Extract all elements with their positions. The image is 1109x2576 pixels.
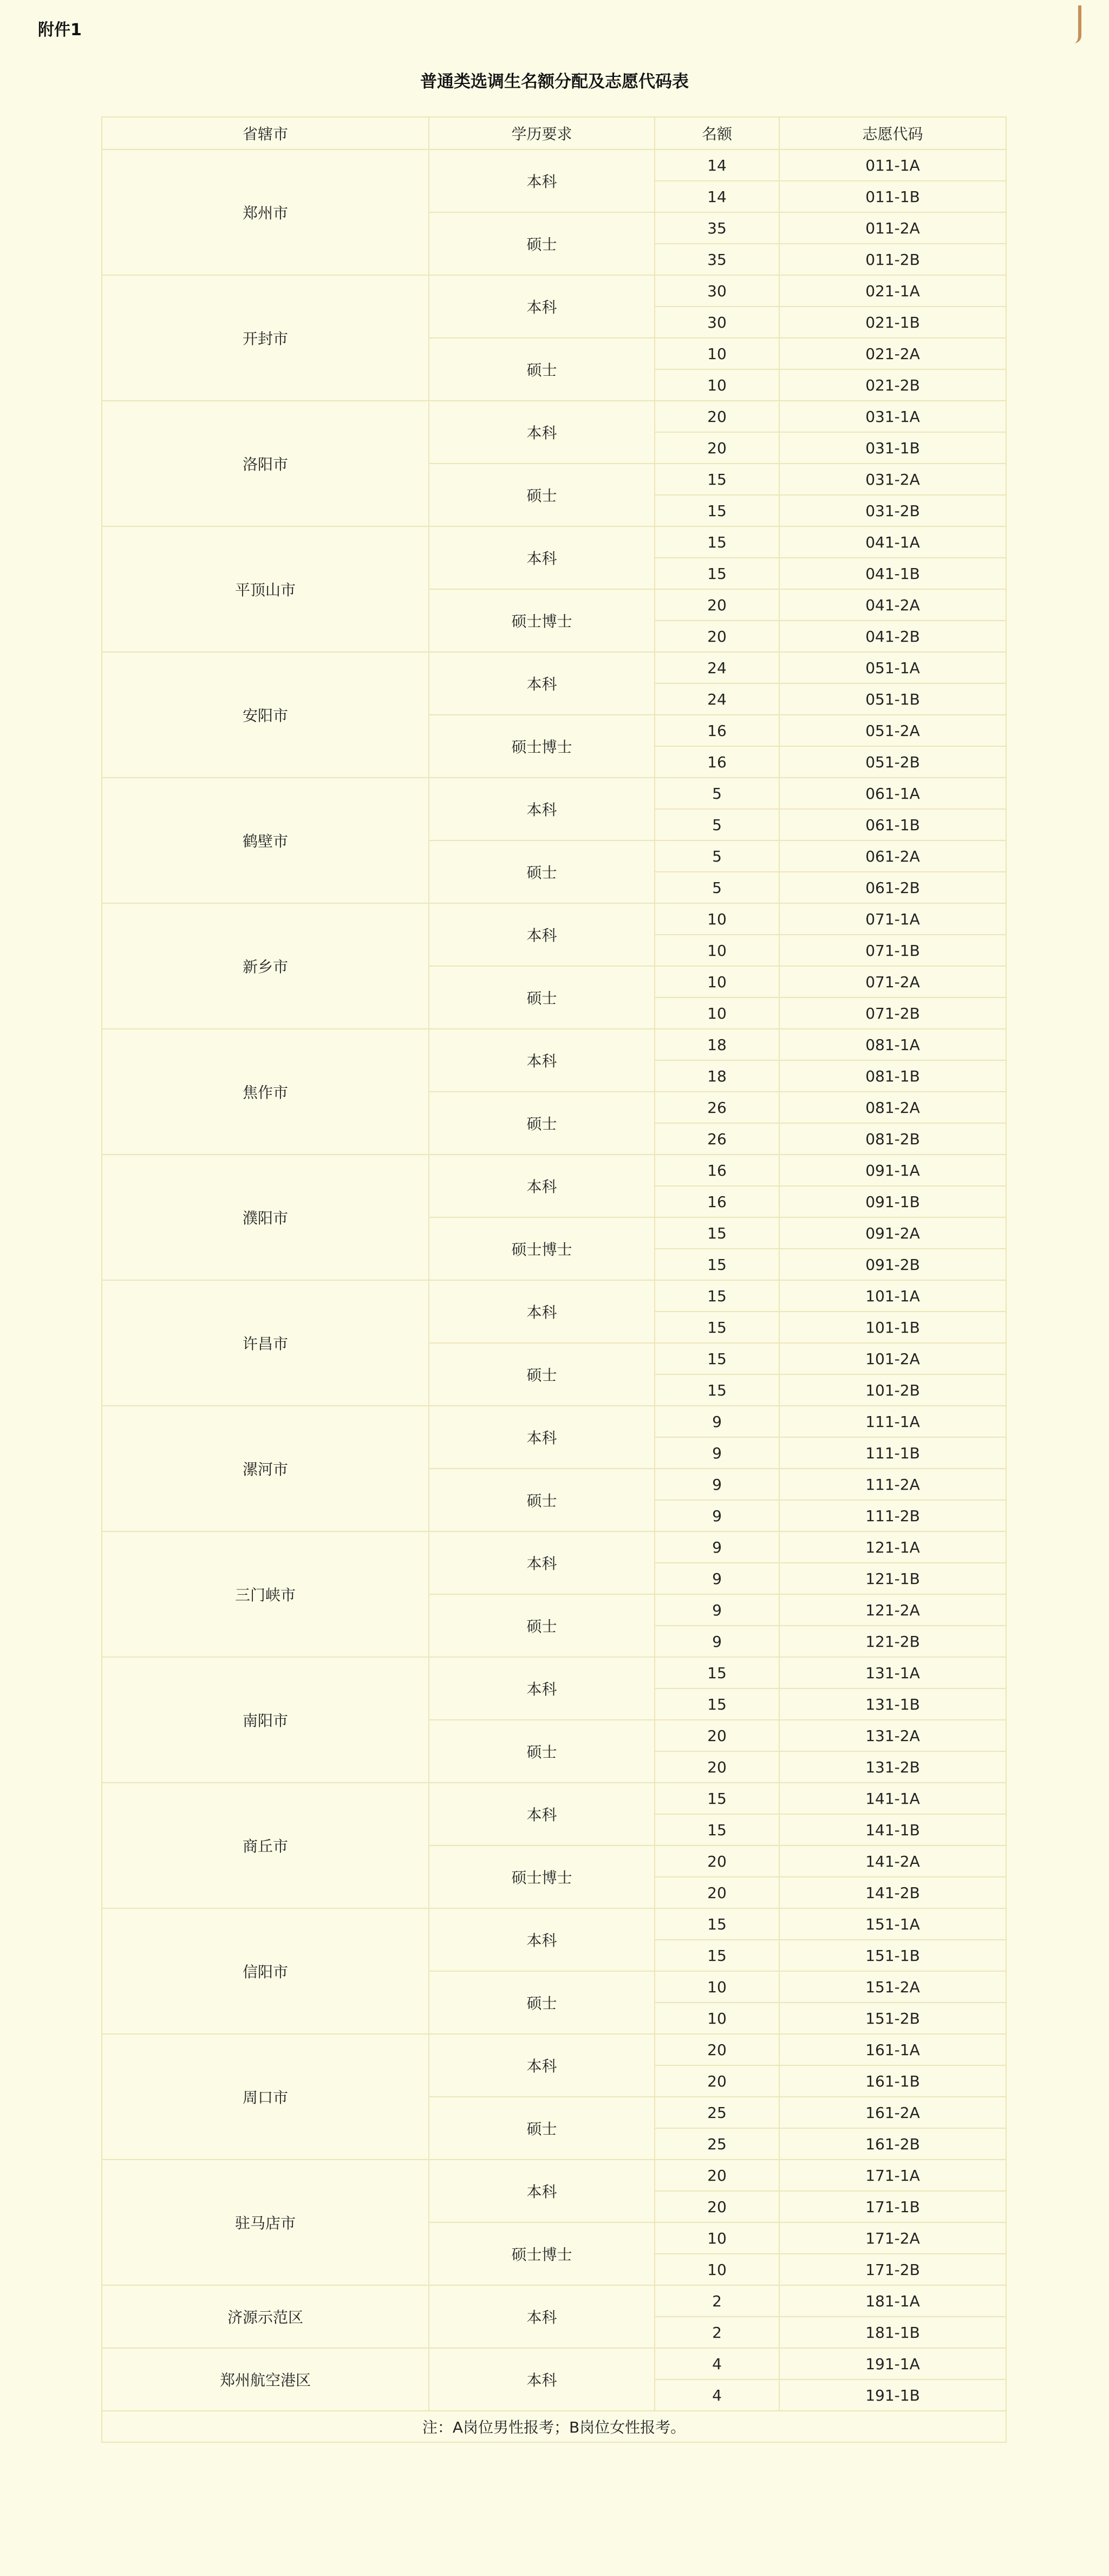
- quota-cell: 20: [655, 401, 779, 432]
- quota-cell: 14: [655, 181, 779, 212]
- city-cell: 平顶山市: [102, 526, 429, 652]
- table-header-row: [102, 117, 1006, 149]
- pen-mark: [1069, 5, 1081, 43]
- quota-cell: 26: [655, 1123, 779, 1155]
- city-cell: 信阳市: [102, 1908, 429, 2034]
- city-cell: 周口市: [102, 2034, 429, 2160]
- code-cell: 171-2A: [779, 2222, 1006, 2254]
- quota-cell: 16: [655, 1186, 779, 1217]
- quota-cell: 10: [655, 2003, 779, 2034]
- code-cell: 131-1A: [779, 1657, 1006, 1688]
- education-cell: 本科: [429, 1406, 655, 1469]
- table-row: [102, 1783, 1006, 1814]
- quota-cell: 15: [655, 1343, 779, 1374]
- table-row: [102, 149, 1006, 181]
- code-cell: 051-2A: [779, 715, 1006, 746]
- code-cell: 041-2B: [779, 621, 1006, 652]
- education-cell: 本科: [429, 1908, 655, 1971]
- quota-cell: 10: [655, 966, 779, 997]
- education-cell: 本科: [429, 2348, 655, 2411]
- quota-cell: 9: [655, 1406, 779, 1437]
- city-cell: 焦作市: [102, 1029, 429, 1155]
- code-cell: 031-1B: [779, 432, 1006, 464]
- code-cell: 121-1A: [779, 1531, 1006, 1563]
- quota-cell: 5: [655, 778, 779, 809]
- city-cell: 驻马店市: [102, 2160, 429, 2285]
- quota-cell: 15: [655, 1783, 779, 1814]
- quota-cell: 20: [655, 621, 779, 652]
- quota-cell: 10: [655, 338, 779, 369]
- quota-cell: 2: [655, 2317, 779, 2348]
- city-cell: 新乡市: [102, 903, 429, 1029]
- quota-cell: 15: [655, 1940, 779, 1971]
- quota-cell: 15: [655, 1312, 779, 1343]
- quota-cell: 5: [655, 872, 779, 903]
- table-row: [102, 526, 1006, 558]
- table-row: [102, 1908, 1006, 1940]
- code-cell: 011-2B: [779, 244, 1006, 275]
- table-body: [102, 149, 1006, 2411]
- quota-cell: 15: [655, 1814, 779, 1845]
- quota-cell: 4: [655, 2348, 779, 2379]
- quota-cell: 20: [655, 2191, 779, 2222]
- education-cell: 本科: [429, 275, 655, 338]
- quota-cell: 16: [655, 1155, 779, 1186]
- city-cell: 许昌市: [102, 1280, 429, 1406]
- education-cell: 本科: [429, 1280, 655, 1343]
- table-row: [102, 1029, 1006, 1060]
- table-row: [102, 2034, 1006, 2065]
- code-cell: 121-2A: [779, 1594, 1006, 1626]
- code-cell: 171-1A: [779, 2160, 1006, 2191]
- table-row: [102, 1657, 1006, 1688]
- code-cell: 111-1A: [779, 1406, 1006, 1437]
- code-cell: 091-1B: [779, 1186, 1006, 1217]
- quota-cell: 15: [655, 526, 779, 558]
- education-cell: 本科: [429, 1155, 655, 1217]
- education-cell: 硕士: [429, 2097, 655, 2160]
- code-cell: 101-1B: [779, 1312, 1006, 1343]
- quota-cell: 15: [655, 1217, 779, 1249]
- quota-cell: 9: [655, 1626, 779, 1657]
- quota-cell: 9: [655, 1469, 779, 1500]
- code-cell: 061-1A: [779, 778, 1006, 809]
- education-cell: 硕士: [429, 1720, 655, 1783]
- table-row: [102, 2285, 1006, 2317]
- city-cell: 濮阳市: [102, 1155, 429, 1280]
- city-cell: 安阳市: [102, 652, 429, 778]
- code-cell: 091-2B: [779, 1249, 1006, 1280]
- code-cell: 021-1A: [779, 275, 1006, 306]
- quota-cell: 16: [655, 746, 779, 778]
- quota-cell: 15: [655, 558, 779, 589]
- quota-cell: 10: [655, 935, 779, 966]
- city-cell: 鹤壁市: [102, 778, 429, 903]
- attachment-label: 附件1: [38, 21, 82, 40]
- education-cell: 本科: [429, 652, 655, 715]
- code-cell: 141-1A: [779, 1783, 1006, 1814]
- code-cell: 061-2B: [779, 872, 1006, 903]
- quota-cell: 9: [655, 1531, 779, 1563]
- table-row: [102, 903, 1006, 935]
- quota-cell: 10: [655, 2254, 779, 2285]
- code-cell: 071-2A: [779, 966, 1006, 997]
- city-cell: 洛阳市: [102, 401, 429, 526]
- education-cell: 硕士: [429, 1971, 655, 2034]
- quota-cell: 9: [655, 1594, 779, 1626]
- code-cell: 131-2A: [779, 1720, 1006, 1751]
- quota-cell: 10: [655, 997, 779, 1029]
- code-cell: 051-2B: [779, 746, 1006, 778]
- table-row: [102, 275, 1006, 306]
- education-cell: 本科: [429, 1531, 655, 1594]
- code-cell: 191-1A: [779, 2348, 1006, 2379]
- education-cell: 本科: [429, 526, 655, 589]
- code-cell: 111-2B: [779, 1500, 1006, 1531]
- education-cell: 硕士: [429, 464, 655, 526]
- city-cell: 开封市: [102, 275, 429, 401]
- code-cell: 071-1A: [779, 903, 1006, 935]
- quota-cell: 15: [655, 1374, 779, 1406]
- quota-cell: 30: [655, 275, 779, 306]
- note-row: [102, 2411, 1006, 2442]
- code-cell: 151-1A: [779, 1908, 1006, 1940]
- header-education: 学历要求: [429, 117, 655, 149]
- city-cell: 南阳市: [102, 1657, 429, 1783]
- table-row: [102, 2348, 1006, 2379]
- table-row: [102, 2160, 1006, 2191]
- quota-cell: 25: [655, 2128, 779, 2160]
- code-cell: 171-2B: [779, 2254, 1006, 2285]
- code-cell: 191-1B: [779, 2379, 1006, 2411]
- quota-cell: 15: [655, 1688, 779, 1720]
- code-cell: 011-1A: [779, 149, 1006, 181]
- code-cell: 161-1B: [779, 2065, 1006, 2097]
- quota-cell: 18: [655, 1029, 779, 1060]
- city-cell: 郑州市: [102, 149, 429, 275]
- code-cell: 101-2B: [779, 1374, 1006, 1406]
- education-cell: 本科: [429, 2160, 655, 2222]
- header-quota: 名额: [655, 117, 779, 149]
- code-cell: 041-2A: [779, 589, 1006, 621]
- code-cell: 081-2B: [779, 1123, 1006, 1155]
- city-cell: 漯河市: [102, 1406, 429, 1531]
- code-cell: 171-1B: [779, 2191, 1006, 2222]
- quota-cell: 16: [655, 715, 779, 746]
- code-cell: 161-1A: [779, 2034, 1006, 2065]
- code-cell: 061-2A: [779, 840, 1006, 872]
- quota-cell: 15: [655, 1657, 779, 1688]
- code-cell: 011-1B: [779, 181, 1006, 212]
- education-cell: 硕士博士: [429, 589, 655, 652]
- quota-cell: 10: [655, 903, 779, 935]
- quota-cell: 25: [655, 2097, 779, 2128]
- code-cell: 071-2B: [779, 997, 1006, 1029]
- code-cell: 091-1A: [779, 1155, 1006, 1186]
- education-cell: 硕士: [429, 966, 655, 1029]
- education-cell: 硕士博士: [429, 715, 655, 778]
- quota-cell: 20: [655, 1877, 779, 1908]
- quota-cell: 20: [655, 2160, 779, 2191]
- quota-table: [101, 116, 1007, 2443]
- code-cell: 031-1A: [779, 401, 1006, 432]
- header-code: 志愿代码: [779, 117, 1006, 149]
- code-cell: 061-1B: [779, 809, 1006, 840]
- quota-cell: 4: [655, 2379, 779, 2411]
- code-cell: 051-1A: [779, 652, 1006, 683]
- quota-cell: 9: [655, 1437, 779, 1469]
- education-cell: 本科: [429, 149, 655, 212]
- quota-cell: 20: [655, 2065, 779, 2097]
- education-cell: 硕士: [429, 1594, 655, 1657]
- table-row: [102, 1280, 1006, 1312]
- education-cell: 硕士: [429, 1092, 655, 1155]
- quota-cell: 9: [655, 1500, 779, 1531]
- document-title: 普通类选调生名额分配及志愿代码表: [420, 72, 689, 92]
- code-cell: 011-2A: [779, 212, 1006, 244]
- quota-cell: 35: [655, 212, 779, 244]
- code-cell: 021-2A: [779, 338, 1006, 369]
- quota-cell: 26: [655, 1092, 779, 1123]
- education-cell: 本科: [429, 401, 655, 464]
- quota-cell: 10: [655, 1971, 779, 2003]
- table-row: [102, 652, 1006, 683]
- quota-cell: 10: [655, 369, 779, 401]
- education-cell: 硕士博士: [429, 1845, 655, 1908]
- code-cell: 131-2B: [779, 1751, 1006, 1783]
- table-row: [102, 1531, 1006, 1563]
- quota-cell: 15: [655, 1249, 779, 1280]
- code-cell: 121-2B: [779, 1626, 1006, 1657]
- quota-cell: 14: [655, 149, 779, 181]
- quota-cell: 5: [655, 840, 779, 872]
- quota-cell: 5: [655, 809, 779, 840]
- code-cell: 031-2A: [779, 464, 1006, 495]
- table-row: [102, 778, 1006, 809]
- education-cell: 硕士: [429, 212, 655, 275]
- code-cell: 081-1A: [779, 1029, 1006, 1060]
- code-cell: 051-1B: [779, 683, 1006, 715]
- code-cell: 031-2B: [779, 495, 1006, 526]
- quota-cell: 2: [655, 2285, 779, 2317]
- education-cell: 硕士: [429, 1343, 655, 1406]
- quota-cell: 10: [655, 2222, 779, 2254]
- quota-cell: 30: [655, 306, 779, 338]
- code-cell: 131-1B: [779, 1688, 1006, 1720]
- code-cell: 151-2B: [779, 2003, 1006, 2034]
- quota-cell: 15: [655, 464, 779, 495]
- code-cell: 111-1B: [779, 1437, 1006, 1469]
- quota-cell: 20: [655, 432, 779, 464]
- education-cell: 硕士: [429, 1469, 655, 1531]
- code-cell: 161-2B: [779, 2128, 1006, 2160]
- education-cell: 本科: [429, 2034, 655, 2097]
- code-cell: 141-2B: [779, 1877, 1006, 1908]
- code-cell: 151-1B: [779, 1940, 1006, 1971]
- quota-cell: 24: [655, 652, 779, 683]
- code-cell: 151-2A: [779, 1971, 1006, 2003]
- education-cell: 本科: [429, 1657, 655, 1720]
- quota-cell: 24: [655, 683, 779, 715]
- code-cell: 041-1B: [779, 558, 1006, 589]
- education-cell: 本科: [429, 2285, 655, 2348]
- quota-cell: 35: [655, 244, 779, 275]
- quota-cell: 15: [655, 495, 779, 526]
- education-cell: 硕士博士: [429, 1217, 655, 1280]
- quota-cell: 18: [655, 1060, 779, 1092]
- table-row: [102, 401, 1006, 432]
- code-cell: 181-1A: [779, 2285, 1006, 2317]
- education-cell: 本科: [429, 1783, 655, 1845]
- city-cell: 济源示范区: [102, 2285, 429, 2348]
- code-cell: 021-2B: [779, 369, 1006, 401]
- city-cell: 郑州航空港区: [102, 2348, 429, 2411]
- quota-cell: 20: [655, 589, 779, 621]
- table-row: [102, 1406, 1006, 1437]
- code-cell: 101-1A: [779, 1280, 1006, 1312]
- quota-cell: 15: [655, 1908, 779, 1940]
- quota-cell: 15: [655, 1280, 779, 1312]
- city-cell: 商丘市: [102, 1783, 429, 1908]
- table-row: [102, 1155, 1006, 1186]
- quota-cell: 20: [655, 1845, 779, 1877]
- code-cell: 071-1B: [779, 935, 1006, 966]
- code-cell: 021-1B: [779, 306, 1006, 338]
- quota-cell: 20: [655, 1720, 779, 1751]
- education-cell: 硕士: [429, 338, 655, 401]
- code-cell: 181-1B: [779, 2317, 1006, 2348]
- code-cell: 121-1B: [779, 1563, 1006, 1594]
- education-cell: 本科: [429, 903, 655, 966]
- header-city: 省辖市: [102, 117, 429, 149]
- table-note: 注：A岗位男性报考；B岗位女性报考。: [102, 2411, 1006, 2442]
- education-cell: 本科: [429, 1029, 655, 1092]
- code-cell: 141-2A: [779, 1845, 1006, 1877]
- quota-cell: 20: [655, 2034, 779, 2065]
- quota-cell: 20: [655, 1751, 779, 1783]
- education-cell: 硕士博士: [429, 2222, 655, 2285]
- education-cell: 硕士: [429, 840, 655, 903]
- city-cell: 三门峡市: [102, 1531, 429, 1657]
- code-cell: 111-2A: [779, 1469, 1006, 1500]
- code-cell: 141-1B: [779, 1814, 1006, 1845]
- code-cell: 081-1B: [779, 1060, 1006, 1092]
- education-cell: 本科: [429, 778, 655, 840]
- code-cell: 091-2A: [779, 1217, 1006, 1249]
- code-cell: 081-2A: [779, 1092, 1006, 1123]
- code-cell: 101-2A: [779, 1343, 1006, 1374]
- code-cell: 041-1A: [779, 526, 1006, 558]
- quota-cell: 9: [655, 1563, 779, 1594]
- code-cell: 161-2A: [779, 2097, 1006, 2128]
